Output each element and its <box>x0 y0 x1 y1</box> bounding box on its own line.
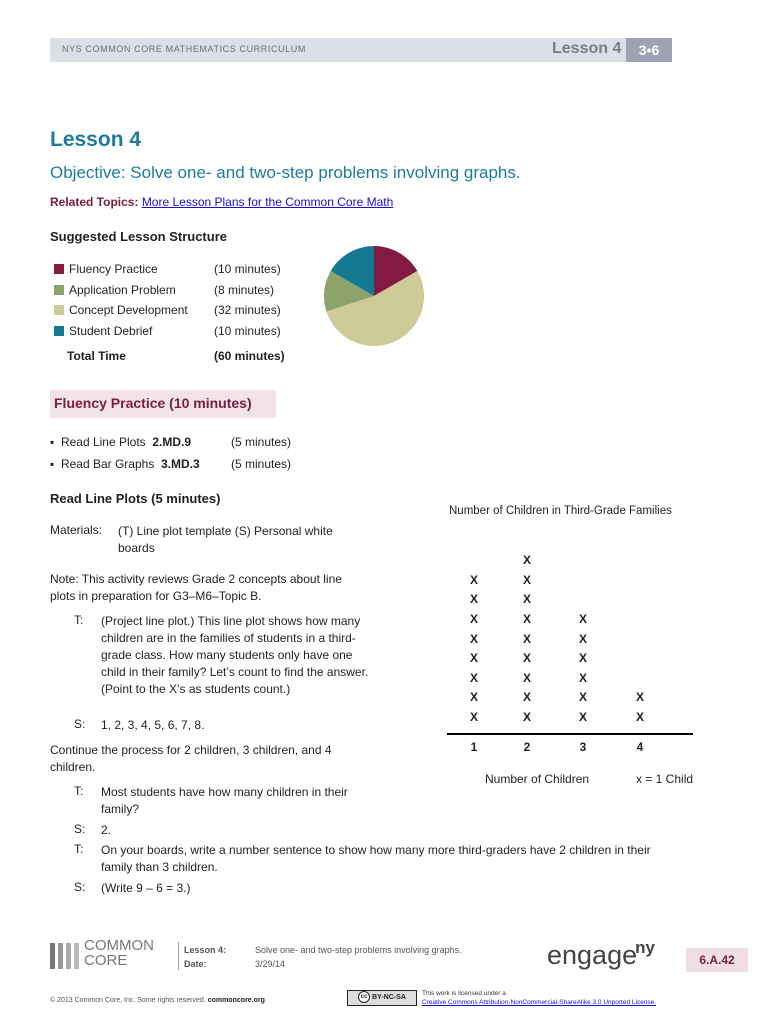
duration-concept: (32 minutes) <box>214 303 281 317</box>
tick-label-1: 1 <box>470 740 478 754</box>
lesson-structure-title: Suggested Lesson Structure <box>50 229 227 244</box>
footer-lesson-label: Lesson 4: <box>184 945 227 955</box>
footer-date: 3/29/14 <box>255 959 286 969</box>
x-mark-3: X <box>578 670 587 685</box>
structure-item-label: Application Problem <box>69 283 176 297</box>
x-mark-2: X <box>522 631 531 646</box>
dialog-text: (Write 9 – 6 = 3.) <box>101 881 191 895</box>
continue-text: Continue the process for 2 children, 3 children, and 4 children. <box>50 743 332 774</box>
fluency-bullet <box>50 435 191 449</box>
speaker-label: T: <box>74 842 84 856</box>
note-text: Note: This activity reviews Grade 2 concepts about line plots in preparation for G3–M6–Topic B. <box>50 572 342 603</box>
lesson-structure-pie <box>322 244 426 348</box>
engageny-logo <box>547 938 655 971</box>
x-mark-1: X <box>469 670 478 685</box>
dialog-text: 2. <box>101 823 112 837</box>
x-mark-1: X <box>469 651 478 666</box>
line-plot-key: x = 1 Child <box>636 772 694 786</box>
bullet-icon: ▪ <box>50 435 55 449</box>
bullet-name: Read Line Plots <box>60 435 146 449</box>
x-mark-3: X <box>578 631 587 646</box>
application-swatch <box>54 285 64 295</box>
x-mark-3: X <box>578 612 587 626</box>
logo-bar <box>74 943 79 969</box>
brand-text: engage <box>547 940 638 970</box>
structure-item-concept <box>54 303 188 319</box>
x-mark-2: X <box>522 710 531 724</box>
x-mark-1: X <box>469 572 478 587</box>
copyright-text: © 2013 Common Core, Inc. Some rights reserved. <box>50 997 206 1004</box>
bullet-standard: 3.MD.3 <box>161 457 200 471</box>
structure-item-debrief <box>54 324 152 340</box>
duration-application: (8 minutes) <box>214 283 275 297</box>
duration-debrief: (10 minutes) <box>214 324 281 338</box>
x-mark-1: X <box>469 690 478 705</box>
logo-line1: COMMON <box>84 937 154 954</box>
tick-label-4: 4 <box>636 740 644 754</box>
tick-label-2: 2 <box>523 740 531 754</box>
footer-lesson-desc: Solve one- and two-step problems involving graphs. <box>255 945 462 955</box>
structure-item-label: Student Debrief <box>69 324 153 338</box>
dialog-text: (Project line plot.) This line plot shows how many children are in the families of students in a third-grade class. How many students only have one child in their family? Let’s count to find the answer. (Point to the X’s as students count.) <box>101 614 369 696</box>
bullet-duration: (5 minutes) <box>231 457 292 471</box>
structure-item-fluency <box>54 262 158 278</box>
dialog-text: Most students have how many children in their family? <box>101 785 348 816</box>
copyright <box>50 997 265 1004</box>
speaker-label: S: <box>74 822 86 836</box>
debrief-swatch <box>54 326 64 336</box>
related-topics-link[interactable]: More Lesson Plans for the Common Core Math <box>141 195 394 209</box>
x-mark-3: X <box>578 690 587 705</box>
x-mark-3: X <box>578 710 587 724</box>
speaker-label: S: <box>74 717 86 731</box>
concept-swatch <box>54 305 64 315</box>
page-number: 6.A.42 <box>686 948 748 972</box>
line-plot-title: Number of Children in Third-Grade Families <box>449 505 672 517</box>
logo-text <box>84 938 154 968</box>
x-mark-2: X <box>522 612 531 626</box>
bullet-duration: (5 minutes) <box>231 435 292 449</box>
brand-sup: ny <box>635 938 655 957</box>
license-link[interactable]: Creative Commons Attribution-NonCommercial-ShareAlike 3.0 Unported License. <box>422 999 657 1006</box>
logo-line2: CORE <box>84 952 128 969</box>
x-mark-4: X <box>635 710 644 724</box>
header-lesson: Lesson 4 <box>552 40 622 57</box>
x-mark-2: X <box>522 670 531 685</box>
total-time-value: (60 minutes) <box>214 349 285 363</box>
x-mark-2: X <box>522 690 531 705</box>
x-mark-4: X <box>635 690 644 705</box>
bullet-icon: ▪ <box>50 457 55 471</box>
x-mark-1: X <box>469 631 478 646</box>
cc-badge-text: BY-NC-SA <box>372 994 406 1001</box>
footer-values <box>255 943 462 971</box>
page-title: Lesson 4 <box>50 128 142 151</box>
fluency-heading: Fluency Practice (10 minutes) <box>54 395 252 411</box>
x-mark-2: X <box>522 553 531 568</box>
footer-date-label: Date: <box>184 959 207 969</box>
dialog-text: 1, 2, 3, 4, 5, 6, 7, 8. <box>101 718 205 732</box>
materials-label: Materials: <box>50 523 103 537</box>
bullet-standard: 2.MD.9 <box>152 435 192 449</box>
footer-labels <box>184 943 226 971</box>
read-line-plots-heading: Read Line Plots (5 minutes) <box>50 491 221 506</box>
speaker-label: T: <box>74 784 84 798</box>
speaker-label: T: <box>74 613 84 627</box>
dialog-text: On your boards, write a number sentence to show how many more third-graders have 2 children in their family than 3 children. <box>101 843 651 874</box>
cc-icon: cc <box>358 991 370 1003</box>
structure-item-label: Concept Development <box>69 303 188 317</box>
tick-label-3: 3 <box>579 740 587 754</box>
curriculum-label: NYS COMMON CORE MATHEMATICS CURRICULUM <box>62 44 306 54</box>
grade-module-badge: 3•6 <box>626 38 672 62</box>
cc-license-badge[interactable] <box>347 990 417 1006</box>
speaker-label: S: <box>74 880 86 894</box>
fluency-swatch <box>54 264 64 274</box>
related-topics-label: Related Topics: <box>50 195 139 209</box>
x-mark-2: X <box>522 572 531 587</box>
x-mark-1: X <box>469 592 478 607</box>
x-mark-2: X <box>522 651 531 666</box>
copyright-site: commoncore.org <box>207 997 265 1004</box>
logo-bar <box>58 943 63 969</box>
x-mark-1: X <box>469 710 478 724</box>
logo-bar <box>66 943 71 969</box>
logo-bar <box>50 943 55 969</box>
license-text: This work is licensed under a <box>422 990 506 997</box>
duration-fluency: (10 minutes) <box>214 262 281 276</box>
fluency-bullet <box>50 457 200 471</box>
total-time-label: Total Time <box>67 349 126 363</box>
line-plot-xlabel: Number of Children <box>485 772 590 786</box>
materials-text: (T) Line plot template (S) Personal white boards <box>118 524 333 555</box>
footer-divider <box>178 942 179 970</box>
structure-item-application <box>54 283 176 299</box>
line-plot-axis <box>447 733 693 735</box>
related-topics <box>50 195 393 209</box>
objective: Objective: Solve one- and two-step problems involving graphs. <box>50 163 521 182</box>
x-mark-1: X <box>469 612 478 626</box>
x-mark-3: X <box>578 651 587 666</box>
structure-item-label: Fluency Practice <box>69 262 158 276</box>
bullet-name: Read Bar Graphs <box>60 457 155 471</box>
x-mark-2: X <box>522 592 531 607</box>
